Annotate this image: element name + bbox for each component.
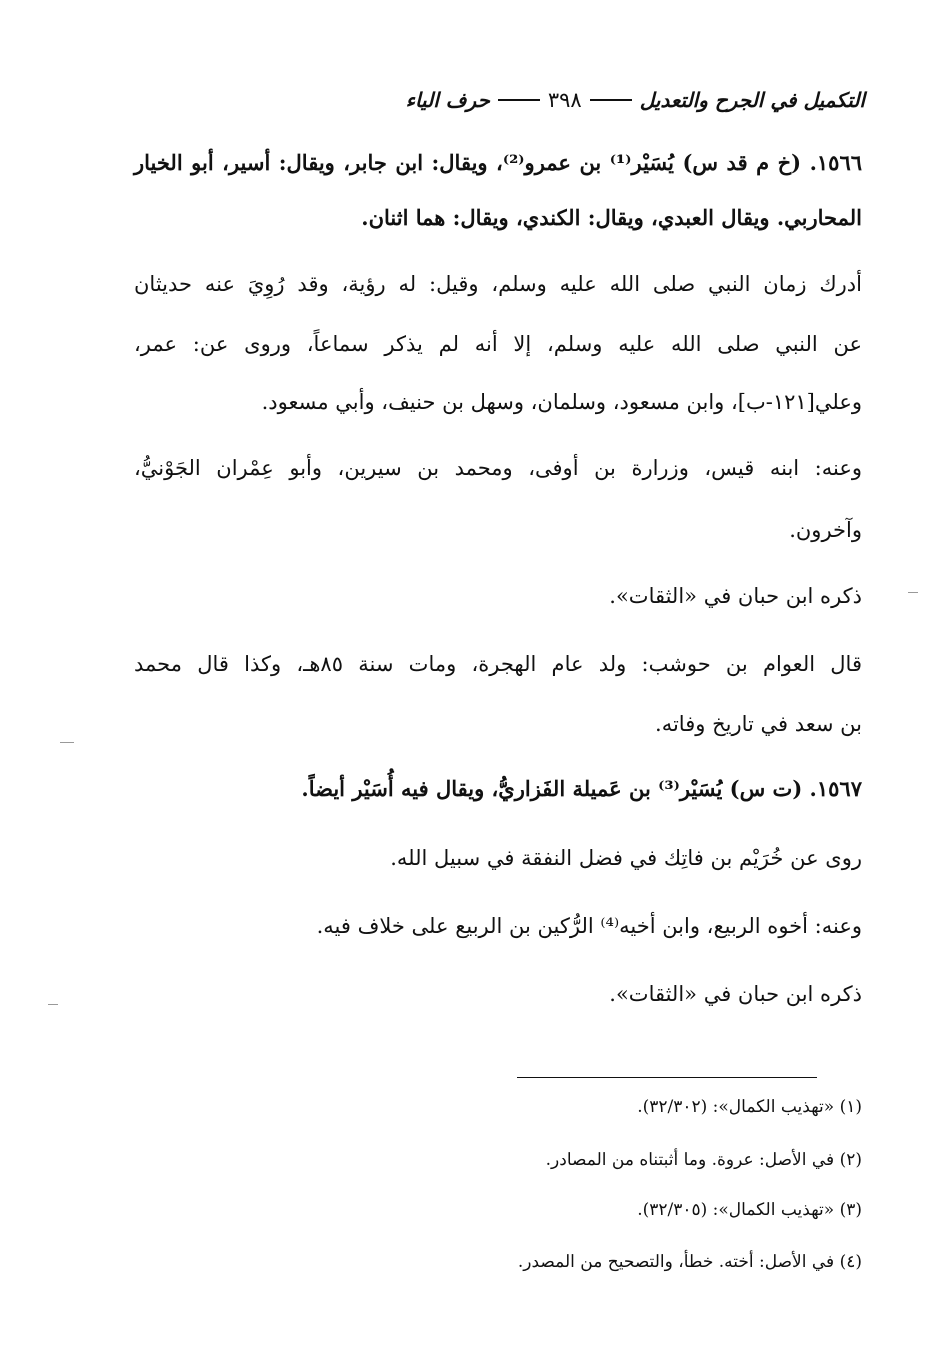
running-header	[195, 82, 865, 118]
header-dash	[590, 99, 632, 101]
footnote: (٣) «تهذيب الكمال»: (٣٢/٣٠٥).	[637, 1200, 862, 1220]
scan-mark	[48, 1004, 58, 1005]
footnote: (٢) في الأصل: عروة. وما أثبتناه من المصادر.	[545, 1150, 862, 1170]
paragraph-line: بن سعد في تاريخ وفاته.	[655, 712, 862, 736]
paragraph-line: وعلي[١٢١-ب]، وابن مسعود، وسلمان، وسهل بن حنيف، وأبي مسعود.	[261, 390, 862, 414]
paragraph-line: وآخرون.	[789, 518, 862, 542]
paragraph-line: ذكره ابن حبان في «الثقات».	[609, 982, 862, 1006]
entry-heading-line: ١٥٦٦. (خ م قد س) يُسَيْر⁽¹⁾ بن عمرو⁽²⁾، ويقال: ابن جابر، ويقال: أسير، أبو الخيار	[134, 150, 863, 175]
footnote: (٤) في الأصل: أخته. خطأ، والتصحيح من المصدر.	[517, 1252, 862, 1272]
scan-mark	[908, 592, 918, 593]
header-book-title: التكميل في الجرح والتعديل	[639, 88, 865, 112]
page-number: ٣٩٨	[547, 88, 582, 112]
paragraph-line: قال العوام بن حوشب: ولد عام الهجرة، ومات سنة ٨٥هـ، وكذا قال محمد	[134, 652, 862, 676]
header-dash	[498, 99, 540, 101]
entry-heading-line: ١٥٦٧. (ت س) يُسَيْر⁽³⁾ بن عَميلة الفَزاريُّ، ويقال فيه أُسَيْر أيضاً.	[301, 776, 862, 801]
footnote-separator	[517, 1077, 817, 1078]
paragraph-line: وعنه: أخوه الربيع، وابن أخيه⁽⁴⁾ الرُّكين بن الربيع على خلاف فيه.	[316, 914, 862, 938]
entry-heading-line: المحاربي. ويقال العبدي، ويقال: الكندي، ويقال: هما اثنان.	[361, 205, 862, 230]
paragraph-line: روى عن خُرَيْم بن فاتِك في فضل النفقة في سبيل الله.	[390, 846, 862, 870]
paragraph-line: عن النبي صلى الله عليه وسلم، إلا أنه لم يذكر سماعاً، وروى عن: عمر،	[134, 332, 862, 356]
paragraph-line: أدرك زمان النبي صلى الله عليه وسلم، وقيل: له رؤية، وقد رُوِيَ عنه حديثان	[134, 272, 862, 296]
footnote: (١) «تهذيب الكمال»: (٣٢/٣٠٢).	[637, 1097, 862, 1117]
paragraph-line: ذكره ابن حبان في «الثقات».	[609, 584, 862, 608]
scan-mark	[60, 742, 74, 743]
header-section: حرف الياء	[405, 88, 490, 112]
paragraph-line: وعنه: ابنه قيس، وزرارة بن أوفى، ومحمد بن سيرين، وأبو عِمْران الجَوْنيُّ،	[134, 456, 862, 480]
